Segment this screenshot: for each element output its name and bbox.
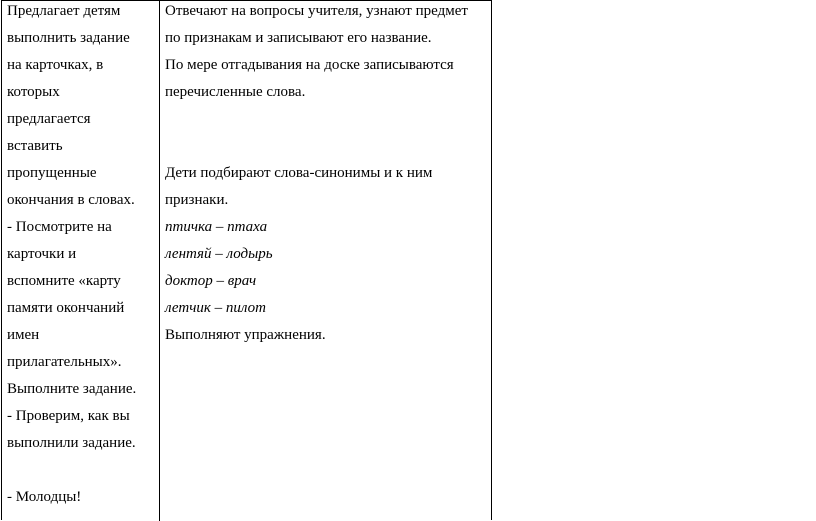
left-line-11: вспомните «карту <box>7 273 121 289</box>
left-line-10: карточки и <box>7 246 77 262</box>
left-line-16: - Проверим, как вы <box>7 408 130 424</box>
student-activity-cell <box>165 0 490 349</box>
left-line-4: которых <box>7 84 60 100</box>
right-line-7: Дети подбирают слова-синонимы и к ним <box>165 165 433 181</box>
left-line-5: предлагается <box>7 111 91 127</box>
left-line-13: имен <box>7 327 40 343</box>
left-line-18 <box>7 457 157 484</box>
left-line-15: Выполните задание. <box>7 381 137 397</box>
synonym-pair-4: летчик – пилот <box>165 300 266 316</box>
synonym-pair-2: лентяй – лодырь <box>165 246 273 262</box>
right-line-8: признаки. <box>165 192 229 208</box>
left-line-9: - Посмотрите на <box>7 219 112 235</box>
teacher-activity-cell <box>7 0 157 511</box>
right-line-2: по признакам и записывают его название. <box>165 30 432 46</box>
right-line-3: По мере отгадывания на доске записываются <box>165 57 454 73</box>
left-line-1: Предлагает детям <box>7 3 121 19</box>
lesson-table <box>1 0 492 520</box>
column-divider <box>159 1 160 521</box>
right-line-4: перечисленные слова. <box>165 84 306 100</box>
right-line-1: Отвечают на вопросы учителя, узнают предмет <box>165 3 468 19</box>
left-line-6: вставить <box>7 138 63 154</box>
left-line-12: памяти окончаний <box>7 300 125 316</box>
right-line-13: Выполняют упражнения. <box>165 327 326 343</box>
left-line-3: на карточках, в <box>7 57 104 73</box>
left-line-17: выполнили задание. <box>7 435 136 451</box>
left-line-19: - Молодцы! <box>7 489 82 505</box>
left-line-7: пропущенные <box>7 165 97 181</box>
left-line-14: прилагательных». <box>7 354 122 370</box>
right-line-6 <box>165 133 490 160</box>
left-line-8: окончания в словах. <box>7 192 135 208</box>
synonym-pair-1: птичка – птаха <box>165 219 268 235</box>
synonym-pair-3: доктор – врач <box>165 273 257 289</box>
right-line-5 <box>165 106 490 133</box>
left-line-2: выполнить задание <box>7 30 130 46</box>
